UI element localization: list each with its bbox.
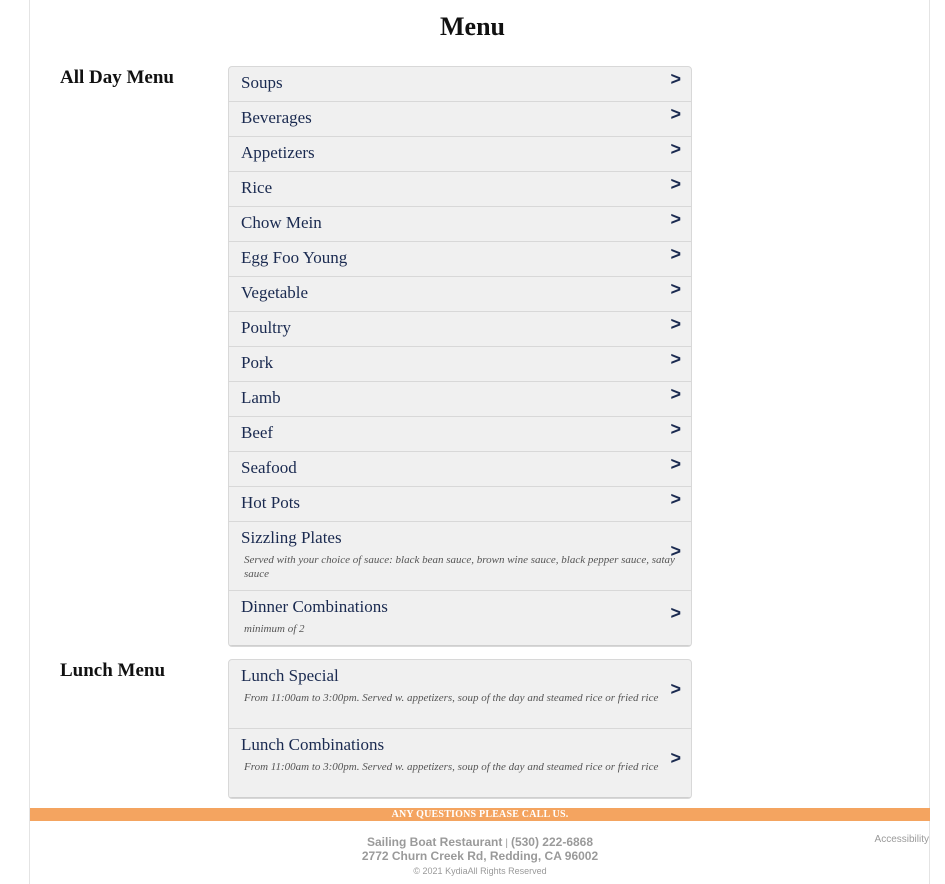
menu-item-name: Vegetable [241,283,309,302]
restaurant-name: Sailing Boat Restaurant [366,835,503,849]
menu-item-sizzling-plates[interactable] [229,522,691,591]
menu-item-description: From 11:00am to 3:00pm. Served w. appetizers, soup of the day and steamed rice or fried rice [244,692,659,704]
menu-item-name: Lunch Combinations [241,735,385,754]
menu-item-poultry[interactable] [229,312,691,347]
menu-item-hot-pots[interactable] [229,487,691,522]
chevron-right-icon: > [670,139,681,159]
menu-item-name: Sizzling Plates [241,528,342,547]
menu-item-name: Beef [241,423,274,442]
chevron-right-icon: > [670,541,681,561]
rights-text: All Rights Reserved [467,866,547,876]
page-title: Menu [440,12,505,41]
all-day-menu-label: All Day Menu [60,67,174,88]
menu-item-name: Lamb [241,388,281,407]
chevron-right-icon: > [670,349,681,369]
lunch-menu-label: Lunch Menu [60,660,166,681]
chevron-right-icon: > [670,209,681,229]
chevron-right-icon: > [670,174,681,194]
menu-item-name: Hot Pots [241,493,301,512]
menu-item-appetizers[interactable] [229,137,691,172]
footer-address[interactable]: 2772 Churn Creek Rd, Redding, CA 96002 [361,849,599,863]
menu-item-beverages[interactable] [229,102,691,137]
menu-item-beef[interactable] [229,417,691,452]
menu-item-name: Appetizers [241,143,315,162]
chevron-right-icon: > [670,489,681,509]
menu-item-description: Served with your choice of sauce: black bean sauce, brown wine sauce, black pepper sauce, satay sauce [244,554,675,580]
menu-item-vegetable[interactable] [229,277,691,312]
chevron-right-icon: > [670,748,681,768]
call-us-banner: ANY QUESTIONS PLEASE CALL US. [30,808,930,821]
chevron-right-icon: > [670,419,681,439]
menu-item-soups[interactable] [229,67,691,102]
chevron-right-icon: > [670,69,681,89]
menu-item-name: Beverages [241,108,312,127]
lunch-menu-list [228,659,692,799]
menu-item-name: Egg Foo Young [241,248,348,267]
kydia-link[interactable]: Kydia [445,866,468,876]
menu-item-name: Rice [241,178,273,197]
copyright-text: © 2021 [413,866,443,876]
menu-item-pork[interactable] [229,347,691,382]
menu-item-name: Lunch Special [241,666,339,685]
chevron-right-icon: > [670,314,681,334]
menu-item-rice[interactable] [229,172,691,207]
menu-item-lunch-special[interactable] [229,660,691,729]
menu-item-description: minimum of 2 [244,623,305,635]
phone-link[interactable]: (530) 222-6868 [510,835,594,849]
chevron-right-icon: > [670,384,681,404]
chevron-right-icon: > [670,279,681,299]
menu-item-description: From 11:00am to 3:00pm. Served w. appetizers, soup of the day and steamed rice or fried rice [244,761,659,773]
all-day-menu-list [228,66,692,647]
menu-item-name: Poultry [241,318,292,337]
menu-item-name: Dinner Combinations [241,597,388,616]
chevron-right-icon: > [670,244,681,264]
menu-item-name: Chow Mein [241,213,322,232]
footer-copyright [0,866,945,876]
chevron-right-icon: > [670,104,681,124]
menu-item-seafood[interactable] [229,452,691,487]
footer-contact [0,835,945,849]
chevron-right-icon: > [670,679,681,699]
menu-item-name: Soups [241,73,283,92]
menu-item-egg-foo-young[interactable] [229,242,691,277]
footer-separator: | [505,838,508,849]
accessibility-link[interactable]: Accessibility [874,834,929,845]
menu-item-chow-mein[interactable] [229,207,691,242]
menu-item-lunch-combinations[interactable] [229,729,691,798]
chevron-right-icon: > [670,603,681,623]
menu-item-lamb[interactable] [229,382,691,417]
menu-item-name: Pork [241,353,274,372]
menu-item-name: Seafood [241,458,297,477]
menu-item-dinner-combinations[interactable] [229,591,691,646]
chevron-right-icon: > [670,454,681,474]
